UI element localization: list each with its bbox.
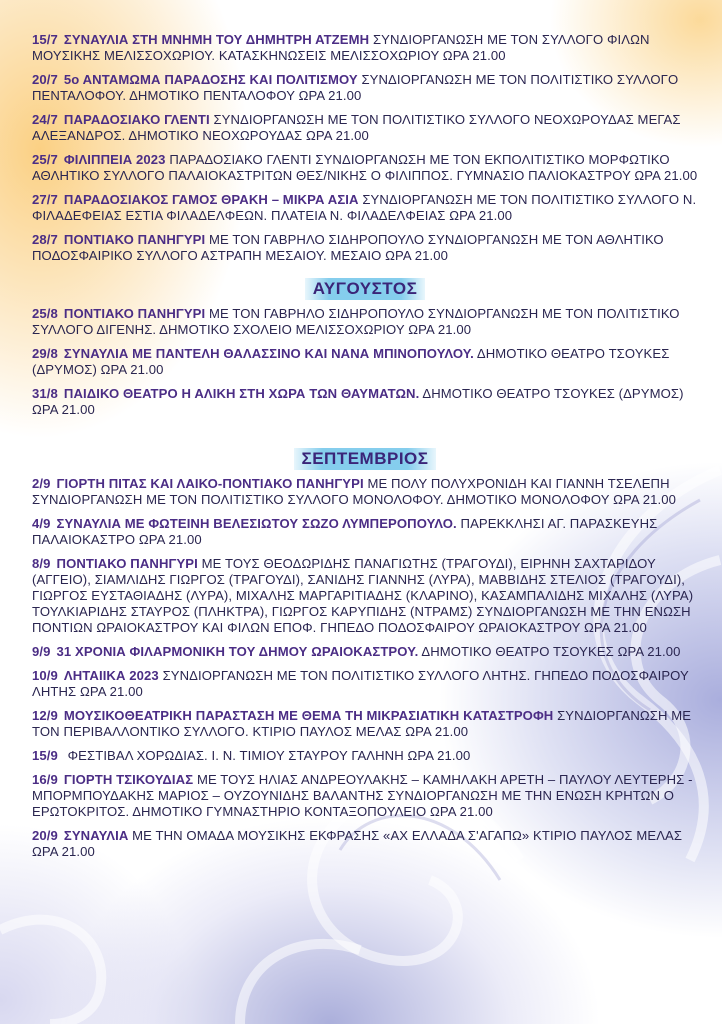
event-date: 4/9: [32, 516, 51, 531]
event-item: [32, 152, 698, 184]
event-date: 15/7: [32, 32, 58, 47]
event-date: 31/8: [32, 386, 58, 401]
event-title: ΠΑΙΔΙΚΟ ΘΕΑΤΡΟ Η ΑΛΙΚΗ ΣΤΗ ΧΩΡΑ ΤΩΝ ΘΑΥΜΑΤΩΝ.: [63, 386, 420, 401]
event-description: ΜΕ ΤΟΥΣ ΗΛΙΑΣ ΑΝΔΡΕΟΥΛΑΚΗΣ – ΚΑΜΗΛΑΚΗ ΑΡΕΤΗ – ΠΑΥΛΟΥ ΛΕΥΤΕΡΗΣ - ΜΠΟΡΜΠΟΥΔΑΚΗΣ ΜΑΡΙΟΣ – ΟΥΖΟΥΝΙΔΗΣ ΒΑΛΑΝΤΗΣ ΣΥΝΔΙΟΡΓΑΝΩΣΗ ΜΕ ΤΗΝ ΕΝΩΣΗ ΚΡΗΤΩΝ Ο ΕΡΩΤΟΚΡΙΤΟΣ. ΔΗΜΟΤΙΚΟ ΓΥΜΝΑΣΤΗΡΙΟ ΚΟΝΤΑΞΟΠΟΥΛΕΙΟ ΩΡΑ 21.00: [32, 772, 693, 819]
event-title: 31 ΧΡΟΝΙΑ ΦΙΛΑΡΜΟΝΙΚΗ ΤΟΥ ΔΗΜΟΥ ΩΡΑΙΟΚΑΣΤΡΟΥ.: [56, 644, 419, 659]
event-description: ΜΕ ΠΟΛΥ ΠΟΛΥΧΡΟΝΙΔΗ ΚΑΙ ΓΙΑΝΝΗ ΤΣΕΛΕΠΗ ΣΥΝΔΙΟΡΓΑΝΩΣΗ ΜΕ ΤΟΝ ΠΟΛΙΤΙΣΤΙΚΟ ΣΥΛΛΟΓΟ ΜΟΝΟΛΟΦΟΥ. ΔΗΜΟΤΙΚΟ ΜΟΝΟΛΟΦΟΥ ΩΡΑ 21.00: [32, 476, 676, 507]
event-description: ΠΑΡΕΚΚΛΗΣΙ ΑΓ. ΠΑΡΑΣΚΕΥΗΣ ΠΑΛΑΙΟΚΑΣΤΡΟ ΩΡΑ 21.00: [32, 516, 658, 547]
event-title: 5ο ΑΝΤΑΜΩΜΑ ΠΑΡΑΔΟΣΗΣ ΚΑΙ ΠΟΛΙΤΙΣΜΟΥ: [63, 72, 358, 87]
event-item: [32, 828, 698, 860]
event-date: 9/9: [32, 644, 51, 659]
event-description: ΣΥΝΔΙΟΡΓΑΝΩΣΗ ΜΕ ΤΟΝ ΠΟΛΙΤΙΣΤΙΚΟ ΣΥΛΛΟΓΟ Ν. ΦΙΛΑΔΕΦΕΙΑΣ ΕΣΤΙΑ ΦΙΛΑΔΕΛΦΕΩΝ. ΠΛΑΤΕΙΑ Ν. ΦΙΛΑΔΕΛΦΕΙΑΣ ΩΡΑ 21.00: [32, 192, 697, 223]
august-events: [32, 306, 698, 418]
event-description: ΔΗΜΟΤΙΚΟ ΘΕΑΤΡΟ ΤΣΟΥΚΕΣ (ΔΡΥΜΟΣ) ΩΡΑ 21.00: [32, 386, 684, 417]
event-title: ΦΙΛΙΠΠΕΙΑ 2023: [63, 152, 166, 167]
event-title: ΓΙΟΡΤΗ ΤΣΙΚΟΥΔΙΑΣ: [63, 772, 194, 787]
july-events: [32, 32, 698, 264]
event-date: 8/9: [32, 556, 51, 571]
event-description: ΣΥΝΔΙΟΡΓΑΝΩΣΗ ΜΕ ΤΟΝ ΠΟΛΙΤΙΣΤΙΚΟ ΣΥΛΛΟΓΟ ΝΕΟΧΩΡΟΥΔΑΣ ΜΕΓΑΣ ΑΛΕΞΑΝΔΡΟΣ. ΔΗΜΟΤΙΚΟ ΝΕΟΧΩΡΟΥΔΑΣ ΩΡΑ 21.00: [32, 112, 681, 143]
event-description: ΦΕΣΤΙΒΑΛ ΧΟΡΩΔΙΑΣ. Ι. Ν. ΤΙΜΙΟΥ ΣΤΑΥΡΟΥ ΓΑΛΗΝΗ ΩΡΑ 21.00: [67, 748, 471, 763]
event-description: ΣΥΝΔΙΟΡΓΑΝΩΣΗ ΜΕ ΤΟΝ ΣΥΛΛΟΓΟ ΦΙΛΩΝ ΜΟΥΣΙΚΗΣ ΜΕΛΙΣΣΟΧΩΡΙΟΥ. ΚΑΤΑΣΚΗΝΩΣΕΙΣ ΜΕΛΙΣΣΟΧΩΡΙΟΥ ΩΡΑ 21.00: [32, 32, 650, 63]
event-item: [32, 748, 698, 764]
event-date: 25/7: [32, 152, 58, 167]
event-title: ΠΟΝΤΙΑΚΟ ΠΑΝΗΓΥΡΙ: [56, 556, 198, 571]
event-item: [32, 476, 698, 508]
event-title: ΣΥΝΑΥΛΙΑ ΜΕ ΠΑΝΤΕΛΗ ΘΑΛΑΣΣΙΝΟ ΚΑΙ ΝΑΝΑ ΜΠΙΝΟΠΟΥΛΟΥ.: [63, 346, 474, 361]
event-title: ΣΥΝΑΥΛΙΑ: [63, 828, 129, 843]
event-date: 20/7: [32, 72, 58, 87]
event-item: [32, 772, 698, 820]
event-item: [32, 32, 698, 64]
september-heading-label: ΣΕΠΤΕΜΒΡΙΟΣ: [294, 448, 437, 470]
event-item: [32, 386, 698, 418]
event-date: 20/9: [32, 828, 58, 843]
event-item: [32, 72, 698, 104]
august-heading: [32, 278, 698, 300]
event-description: ΜΕ ΤΟΥΣ ΘΕΟΔΩΡΙΔΗΣ ΠΑΝΑΓΙΩΤΗΣ (ΤΡΑΓΟΥΔΙ), ΕΙΡΗΝΗ ΣΑΧΤΑΡΙΔΟΥ (ΑΓΓΕΙΟ), ΣΙΑΜΛΙΔΗΣ ΓΙΩΡΓΟΣ (ΤΡΑΓΟΥΔΙ), ΣΑΝΙΔΗΣ ΓΙΑΝΝΗΣ (ΛΥΡΑ), ΜΑΒΒΙΔΗΣ ΣΤΕΛΙΟΣ (ΤΡΑΓΟΥΔΙ), ΓΙΩΡΓΟΣ ΕΥΣΤΑΘΙΑΔΗΣ (ΛΥΡΑ), ΜΙΧΑΛΗΣ ΜΑΡΓΑΡΙΤΙΑΔΗΣ (ΚΛΑΡΙΝΟ), ΚΑΣΑΜΠΑΛΙΔΗΣ ΜΙΧΑΛΗΣ (ΛΥΡΑ) ΤΟΥΛΚΙΑΡΙΔΗΣ ΣΤΑΥΡΟΣ (ΠΛΗΚΤΡΑ), ΓΙΩΡΓΟΣ ΚΑΡΥΠΙΔΗΣ (ΝΤΡΑΜΣ) ΣΥΝΔΙΟΡΓΑΝΩΣΗ ΜΕ ΤΗΝ ΕΝΩΣΗ ΠΟΝΤΙΩΝ ΩΡΑΙΟΚΑΣΤΡΟΥ ΚΑΙ ΦΙΛΩΝ ΕΠΟΦ. ΓΗΠΕΔΟ ΠΟΔΟΣΦΑΙΡΟΥ ΩΡΑΙΟΚΑΣΤΡΟΥ ΩΡΑ 21.00: [32, 556, 694, 635]
september-events: [32, 476, 698, 860]
event-description: ΣΥΝΔΙΟΡΓΑΝΩΣΗ ΜΕ ΤΟΝ ΠΟΛΙΤΙΣΤΙΚΟ ΣΥΛΛΟΓΟ ΛΗΤΗΣ. ΓΗΠΕΔΟ ΠΟΔΟΣΦΑΙΡΟΥ ΛΗΤΗΣ ΩΡΑ 21.00: [32, 668, 689, 699]
event-date: 10/9: [32, 668, 58, 683]
event-title: ΜΟΥΣΙΚΟΘΕΑΤΡΙΚΗ ΠΑΡΑΣΤΑΣΗ ΜΕ ΘΕΜΑ ΤΗ ΜΙΚΡΑΣΙΑΤΙΚΗ ΚΑΤΑΣΤΡΟΦΗ: [63, 708, 554, 723]
event-date: 2/9: [32, 476, 51, 491]
event-title: ΓΙΟΡΤΗ ΠΙΤΑΣ ΚΑΙ ΛΑΙΚΟ-ΠΟΝΤΙΑΚΟ ΠΑΝΗΓΥΡΙ: [56, 476, 364, 491]
event-item: [32, 556, 698, 636]
event-item: [32, 306, 698, 338]
event-item: [32, 112, 698, 144]
event-title: ΠΑΡΑΔΟΣΙΑΚΟΣ ΓΑΜΟΣ ΘΡΑΚΗ – ΜΙΚΡΑ ΑΣΙΑ: [63, 192, 359, 207]
event-date: 24/7: [32, 112, 58, 127]
event-description: ΜΕ ΤΗΝ ΟΜΑΔΑ ΜΟΥΣΙΚΗΣ ΕΚΦΡΑΣΗΣ «ΑΧ ΕΛΛΑΔΑ Σ'ΑΓΑΠΩ» ΚΤΙΡΙΟ ΠΑΥΛΟΣ ΜΕΛΑΣ ΩΡΑ 21.00: [32, 828, 683, 859]
event-description: ΔΗΜΟΤΙΚΟ ΘΕΑΤΡΟ ΤΣΟΥΚΕΣ ΩΡΑ 21.00: [421, 644, 681, 659]
event-item: [32, 708, 698, 740]
event-title: ΛΗΤΑΙΙΚΑ 2023: [63, 668, 159, 683]
event-description: ΠΑΡΑΔΟΣΙΑΚΟ ΓΛΕΝΤΙ ΣΥΝΔΙΟΡΓΑΝΩΣΗ ΜΕ ΤΟΝ ΕΚΠΟΛΙΤΙΣΤΙΚΟ ΜΟΡΦΩΤΙΚΟ ΑΘΛΗΤΙΚΟ ΣΥΛΛΟΓΟ ΠΑΛΑΙΟΚΑΣΤΡΙΤΩΝ ΘΕΣ/ΝΙΚΗΣ Ο ΦΙΛΙΠΠΟΣ. ΓΥΜΝΑΣΙΟ ΠΑΛΙΟΚΑΣΤΡΟΥ ΩΡΑ 21.00: [32, 152, 698, 183]
event-item: [32, 644, 698, 660]
event-title: ΣΥΝΑΥΛΙΑ ΣΤΗ ΜΝΗΜΗ ΤΟΥ ΔΗΜΗΤΡΗ ΑΤΖΕΜΗ: [63, 32, 370, 47]
event-description: ΜΕ ΤΟΝ ΓΑΒΡΗΛΟ ΣΙΔΗΡΟΠΟΥΛΟ ΣΥΝΔΙΟΡΓΑΝΩΣΗ ΜΕ ΤΟΝ ΑΘΛΗΤΙΚΟ ΠΟΔΟΣΦΑΙΡΙΚΟ ΣΥΛΛΟΓΟ ΑΣΤΡΑΠΗ ΜΕΣΑΙΟΥ. ΜΕΣΑΙΟ ΩΡΑ 21.00: [32, 232, 664, 263]
event-item: [32, 346, 698, 378]
event-title: ΠΑΡΑΔΟΣΙΑΚΟ ΓΛΕΝΤΙ: [63, 112, 210, 127]
event-date: 28/7: [32, 232, 58, 247]
event-title: ΠΟΝΤΙΑΚΟ ΠΑΝΗΓΥΡΙ: [63, 306, 206, 321]
september-heading: [32, 448, 698, 470]
event-title: ΣΥΝΑΥΛΙΑ ΜΕ ΦΩΤΕΙΝΗ ΒΕΛΕΣΙΩΤΟΥ ΣΩΖΟ ΛΥΜΠΕΡΟΠΟΥΛΟ.: [56, 516, 457, 531]
event-date: 15/9: [32, 748, 58, 763]
event-item: [32, 192, 698, 224]
event-date: 29/8: [32, 346, 58, 361]
event-item: [32, 516, 698, 548]
event-date: 25/8: [32, 306, 58, 321]
event-title: ΠΟΝΤΙΑΚΟ ΠΑΝΗΓΥΡΙ: [63, 232, 206, 247]
event-description: ΜΕ ΤΟΝ ΓΑΒΡΗΛΟ ΣΙΔΗΡΟΠΟΥΛΟ ΣΥΝΔΙΟΡΓΑΝΩΣΗ ΜΕ ΤΟΝ ΠΟΛΙΤΙΣΤΙΚΟ ΣΥΛΛΟΓΟ ΔΙΓΕΝΗΣ. ΔΗΜΟΤΙΚΟ ΣΧΟΛΕΙΟ ΜΕΛΙΣΣΟΧΩΡΙΟΥ ΩΡΑ 21.00: [32, 306, 680, 337]
event-date: 27/7: [32, 192, 58, 207]
event-date: 16/9: [32, 772, 58, 787]
event-item: [32, 232, 698, 264]
event-description: ΣΥΝΔΙΟΡΓΑΝΩΣΗ ΜΕ ΤΟΝ ΠΟΛΙΤΙΣΤΙΚΟ ΣΥΛΛΟΓΟ ΠΕΝΤΑΛΟΦΟΥ. ΔΗΜΟΤΙΚΟ ΠΕΝΤΑΛΟΦΟΥ ΩΡΑ 21.00: [32, 72, 679, 103]
event-description: ΔΗΜΟΤΙΚΟ ΘΕΑΤΡΟ ΤΣΟΥΚΕΣ (ΔΡΥΜΟΣ) ΩΡΑ 21.00: [32, 346, 670, 377]
event-date: 12/9: [32, 708, 58, 723]
event-item: [32, 668, 698, 700]
event-description: ΣΥΝΔΙΟΡΓΑΝΩΣΗ ΜΕ ΤΟΝ ΠΕΡΙΒΑΛΛΟΝΤΙΚΟ ΣΥΛΛΟΓΟ. ΚΤΙΡΙΟ ΠΑΥΛΟΣ ΜΕΛΑΣ ΩΡΑ 21.00: [32, 708, 692, 739]
august-heading-label: ΑΥΓΟΥΣΤΟΣ: [305, 278, 426, 300]
